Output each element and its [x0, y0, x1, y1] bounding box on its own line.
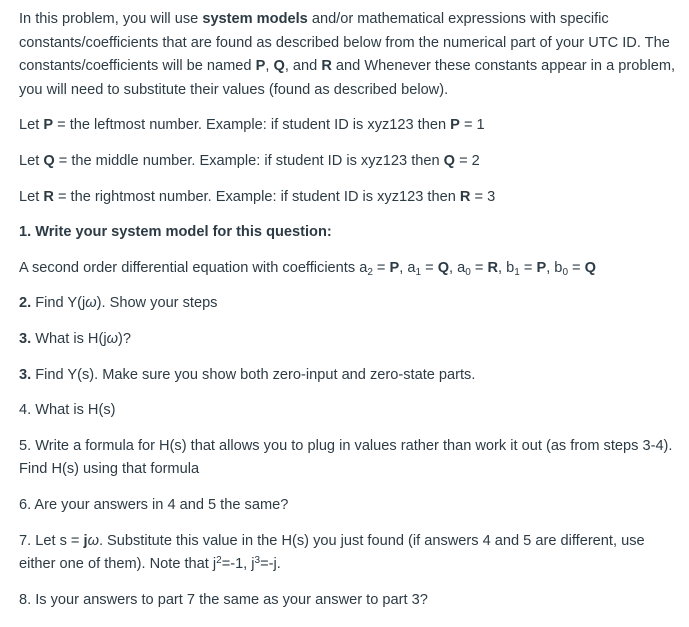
question-number: 2. [19, 295, 32, 312]
constant-q: Q [437, 259, 450, 276]
system-models-term: system models [202, 11, 308, 27]
let-q-definition [19, 150, 679, 174]
question-text: What is H(j [31, 330, 107, 347]
intro-text: , and [284, 58, 322, 75]
equation-text: , a [449, 259, 466, 276]
question-text: =-1, j [221, 556, 255, 573]
omega-symbol: ω [85, 295, 97, 312]
intro-text: and Whenever these constants appear in a problem, you will need to substitute their values (found as described below). [19, 58, 676, 98]
constant-r: R [43, 188, 54, 205]
question-text: =-j. [260, 556, 281, 573]
question-number: 3. [19, 366, 32, 383]
constant-q: Q [584, 259, 596, 276]
let-text: = the rightmost number. Example: if student ID is xyz123 then [53, 188, 460, 205]
constant-r: R [487, 259, 499, 276]
let-text: = 3 [470, 188, 496, 205]
question-1-title: 1. Write your system model for this question: [19, 224, 332, 241]
constant-p: P [450, 117, 460, 134]
let-text: Let [19, 152, 44, 169]
question-text: Find Y(j [31, 295, 86, 312]
question-text: . Substitute this value in the H(s) you just found (if answers 4 and 5 are different, use either one of them). Note that j [19, 532, 645, 573]
intro-text: , [265, 58, 274, 75]
question-3b [19, 364, 679, 388]
superscript: 2 [216, 555, 222, 567]
equation-text: A second order differential equation with coefficients a [19, 259, 368, 276]
constant-q: Q [443, 152, 456, 169]
let-r-definition [19, 186, 679, 210]
j-symbol: j [83, 532, 88, 549]
superscript: 3 [254, 555, 261, 567]
subscript: 0 [465, 266, 471, 278]
question-number: 3. [19, 330, 32, 347]
question-text: 7. Let s = [19, 532, 84, 549]
let-text: = 1 [459, 117, 485, 134]
equation-text: = [470, 259, 488, 276]
question-text: Find Y(s). Make sure you show both zero-input and zero-state parts. [31, 366, 476, 383]
question-5: 5. Write a formula for H(s) that allows you to plug in values rather than work it out (as from steps 3-4). Find H(s) using that formula [19, 437, 673, 478]
equation-text: = [519, 259, 537, 276]
question-1-heading [19, 221, 679, 245]
question-1-equation [19, 257, 679, 281]
subscript: 0 [562, 266, 568, 278]
subscript: 2 [367, 266, 373, 278]
question-2 [19, 292, 679, 316]
subscript: 1 [514, 266, 520, 278]
question-8: 8. Is your answers to part 7 the same as your answer to part 3? [19, 591, 428, 608]
question-7 [19, 530, 679, 577]
equation-text: , b [546, 259, 563, 276]
let-text: Let [19, 188, 44, 205]
subscript: 1 [415, 266, 422, 278]
constant-r: R [321, 58, 332, 75]
intro-text: and/or mathematical expressions with specific constants/coefficients that are found as described below from the numerical part of your UTC ID. The constants/coefficients will be named [19, 11, 670, 75]
problem-document [19, 8, 679, 624]
let-text: Let [19, 117, 44, 134]
question-text: )? [117, 330, 131, 347]
constant-r: R [459, 188, 471, 205]
constant-p: P [43, 117, 54, 134]
intro-text: In this problem, you will use [19, 11, 203, 27]
let-p-definition [19, 114, 679, 138]
let-text: = the middle number. Example: if student ID is xyz123 then [54, 152, 444, 169]
question-3 [19, 328, 679, 352]
question-4: 4. What is H(s) [19, 402, 116, 419]
equation-text: = [421, 259, 438, 276]
constant-q: Q [43, 152, 55, 169]
question-6: 6. Are your answers in 4 and 5 the same? [19, 496, 289, 513]
let-text: = the leftmost number. Example: if student ID is xyz123 then [53, 117, 451, 134]
omega-symbol: ω [87, 532, 99, 549]
question-text: ). Show your steps [96, 295, 218, 312]
constant-p: P [536, 259, 547, 276]
let-text: = 2 [455, 152, 480, 169]
equation-text: = [372, 259, 390, 276]
equation-text: , a [399, 259, 416, 276]
constant-p: P [389, 259, 400, 276]
equation-text: , b [498, 259, 515, 276]
intro-paragraph [19, 8, 679, 102]
constant-q: Q [273, 58, 285, 75]
equation-text: = [568, 259, 585, 276]
omega-symbol: ω [106, 330, 118, 347]
constant-p: P [255, 58, 266, 75]
